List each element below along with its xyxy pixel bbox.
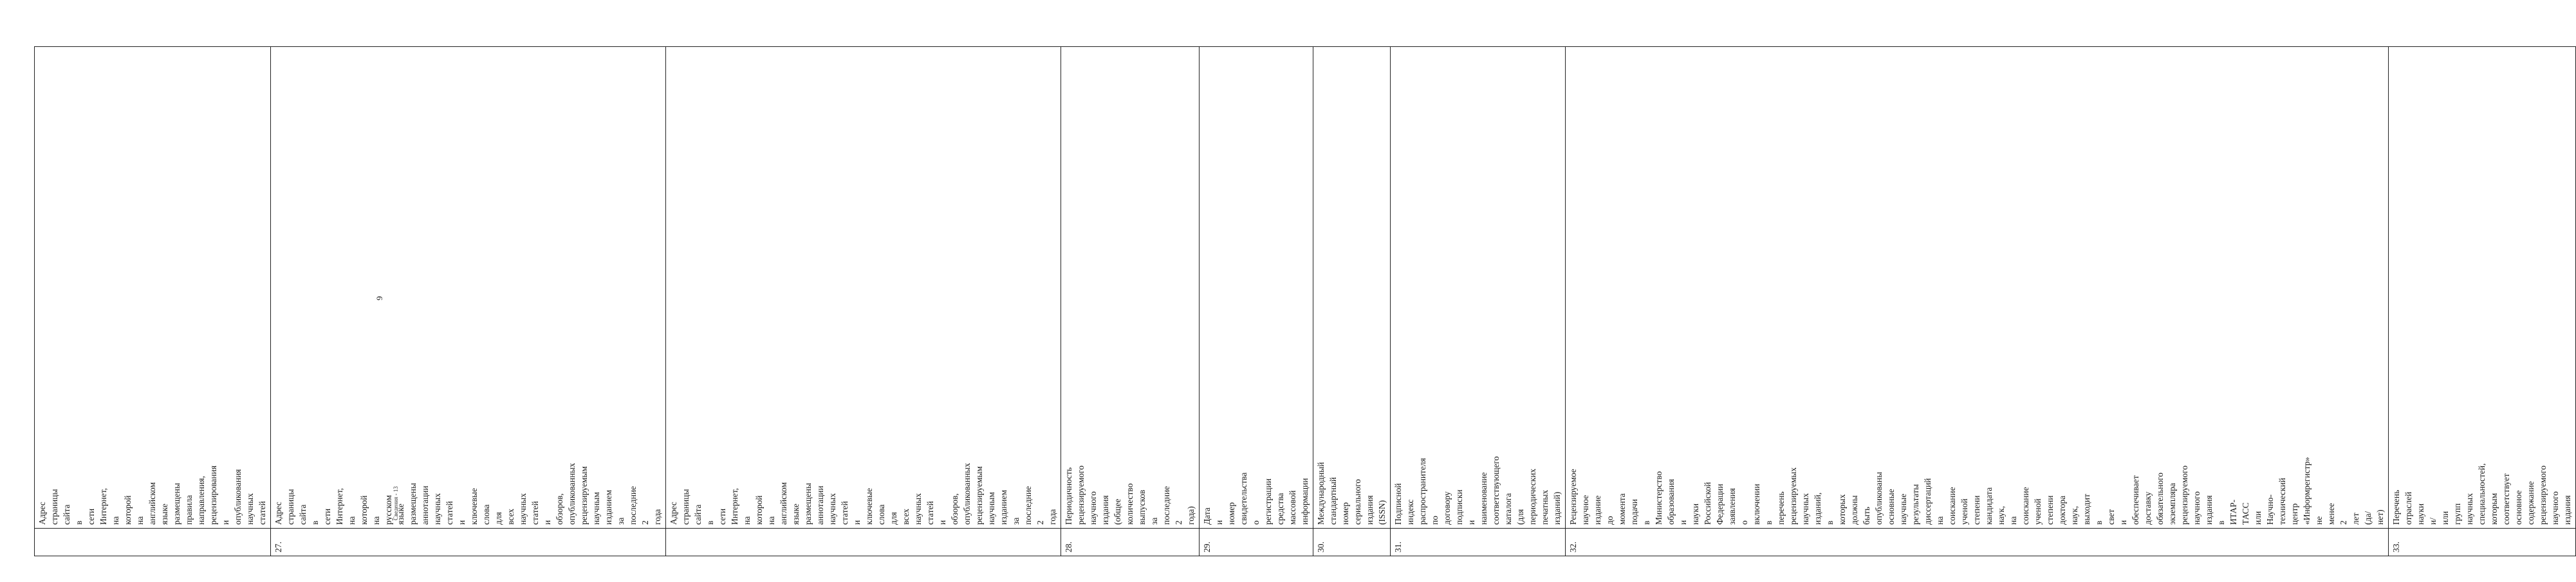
- value-cell: [271, 47, 666, 529]
- value-cell: [2389, 47, 2576, 529]
- value-cell: [1391, 47, 1566, 529]
- requirements-table: [34, 46, 2576, 556]
- row-number: [35, 529, 271, 556]
- row-number: 28.: [1061, 529, 1200, 556]
- table-row: Адрес страницы сайта в сети Интернет, на которой на английском языке размещены правила направления, рецензирования и опубликования научных статей: [35, 47, 271, 556]
- value-cell: [1566, 47, 2389, 529]
- table-row: 27. Адрес страницы сайта в сети Интернет, на которой на русском языке размещены аннотации научных статей и ключевые слова для всех научных статей и обзоров, опубликованных рецензируемым научным изданием за последние 2 года: [271, 47, 666, 556]
- table-row: 29. Дата и номер свидетельства о регистрации средства массовой информации: [1200, 47, 1313, 556]
- row-number: 33.: [2389, 529, 2576, 556]
- footer-code: Сведения - 13: [393, 486, 399, 520]
- table-row: Адрес страницы сайта в сети Интернет, на которой на английском языке размещены аннотации научных статей и ключевые слова для всех научных статей и обзоров, опубликованных рецензируемым научным изданием за последние 2 года: [666, 47, 1061, 556]
- table-row: 33. Перечень отраслей науки и/или групп научных специальностей, которым соответствует основное содержание рецензируемого научного издания: [2389, 47, 2576, 556]
- value-cell: [35, 47, 271, 529]
- row-number: 31.: [1391, 529, 1566, 556]
- table-row: 30. Международный стандартный номер сериального издания (ISSN): [1313, 47, 1391, 556]
- page-number: 9: [375, 296, 384, 300]
- table-row: 28. Периодичность рецензируемого научного издания (общее количество выпусков за последние 2 года): [1061, 47, 1200, 556]
- table-row: 31. Подписной индекс распространителя по договору подписки и наименование соответствующего каталога (для периодических печатных изданий): [1391, 47, 1566, 556]
- row-number: 32.: [1566, 529, 2389, 556]
- value-cell: [666, 47, 1061, 529]
- table-row: 32. Рецензируемое научное издание до момента подачи в Министерство образования и науки Российской Федерации заявления о включении в перечень рецензируемых научных изданий, в которых должны быть опубликованы основные научные результаты диссертаций на соискание ученой степени кандидата наук, на соискание ученой степени доктора наук, выходит в свет и обеспечивает доставку обязательного экземпляра рецензируемого научного издания в ИТАР-ТАСС или Научно-технический центр «Информрегистр» не менее 2 лет (да/нет): [1566, 47, 2389, 556]
- row-number: [666, 529, 1061, 556]
- value-cell: [1313, 47, 1391, 529]
- row-number: 27.: [271, 529, 666, 556]
- row-number: 29.: [1200, 529, 1313, 556]
- row-number: 30.: [1313, 529, 1391, 556]
- value-cell: [1061, 47, 1200, 529]
- value-cell: [1200, 47, 1313, 529]
